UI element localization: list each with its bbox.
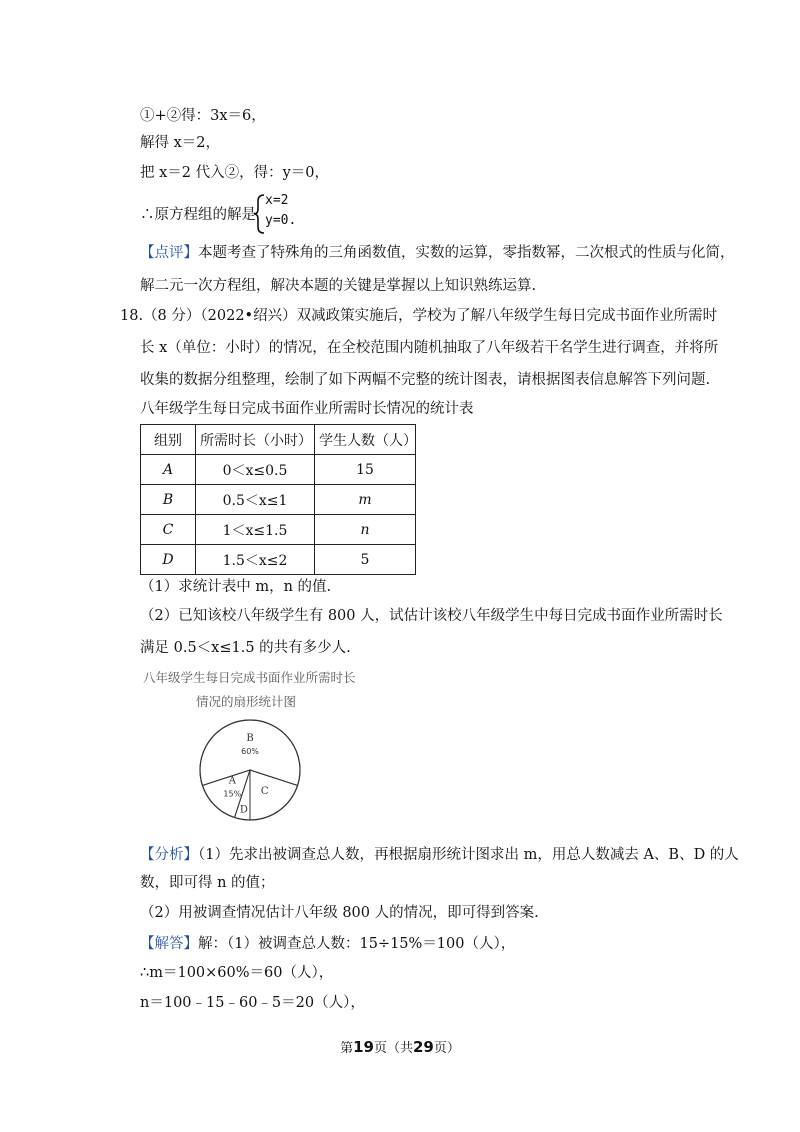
solution-line-2: 解得 x＝2， [140, 135, 221, 151]
analysis-tag: 【分析】 [140, 847, 198, 863]
review-text-1: 本题考查了特殊角的三角函数值，实数的运算，零指数幂，二次根式的性质与化简， [198, 245, 735, 261]
problem-18-line-2: 长 x（单位：小时）的情况，在全校范围内随机抽取了八年级若干名学生进行调查，并将所 [140, 340, 719, 356]
pie-chart-subtitle: 情况的扇形统计图 [196, 694, 297, 709]
analysis-text-1: （1）先求出被调查总人数，再根据扇形统计图求出 m，用总人数减去 A、B、D 的人 [198, 847, 739, 863]
table-row [141, 485, 416, 515]
footer-page: 19 [353, 1038, 374, 1056]
pie-label-a: A [228, 775, 236, 787]
analysis-line-1 [140, 845, 739, 865]
footer-mid: 页（共 [373, 1041, 413, 1056]
page-footer [0, 1037, 800, 1056]
table-cell: B [141, 485, 196, 515]
pie-chart [195, 715, 305, 825]
table-cell: 15 [315, 455, 416, 485]
table-cell: 1＜x≤1.5 [196, 515, 315, 545]
pie-value-label-a: 15% [223, 789, 242, 799]
table-header: 组别 [141, 425, 196, 455]
pie-chart-title: 八年级学生每日完成书面作业所需时长 [143, 670, 356, 685]
solution-line-4 [140, 205, 256, 225]
analysis-line-3: （2）用被调查情况估计八年级 800 人的情况，即可得到答案. [140, 905, 539, 921]
footer-suffix: 页） [433, 1041, 460, 1056]
system-y [265, 212, 296, 230]
table-cell: n [315, 515, 416, 545]
footer-prefix: 第 [340, 1041, 354, 1056]
table-cell: 1.5＜x≤2 [196, 545, 315, 575]
system-y-eq: y=0 [265, 213, 289, 228]
review-tag: 【点评】 [140, 245, 198, 261]
stat-table [140, 424, 416, 575]
pie-label-b: B [246, 733, 254, 744]
table-header: 所需时长（小时） [196, 425, 315, 455]
problem-18-line-1: 18.（8 分）（2022•绍兴）双减政策实施后，学校为了解八年级学生每日完成书面作业所需时 [120, 308, 718, 324]
table-cell: C [141, 515, 196, 545]
analysis-line-2: 数，即可得 n 的值； [140, 875, 275, 891]
pie-value-label-b: 60% [241, 747, 259, 756]
answer-line-3: n＝100﹣15﹣60﹣5＝20（人）， [140, 995, 365, 1011]
footer-total: 29 [413, 1038, 434, 1056]
table-cell: D [141, 545, 196, 575]
problem-18-line-3: 收集的数据分组整理，绘制了如下两幅不完整的统计图表，请根据图表信息解答下列问题. [140, 372, 711, 388]
system-x: x=2 [265, 193, 289, 208]
solution-line-3: 把 x＝2 代入②，得：y＝0， [140, 165, 330, 181]
question-1: （1）求统计表中 m，n 的值. [140, 579, 332, 595]
table-row [141, 515, 416, 545]
review-line-2: 解二元一次方程组，解决本题的关键是掌握以上知识熟练运算. [140, 278, 537, 294]
system-brace-icon [252, 193, 266, 235]
table-cell: 5 [315, 545, 416, 575]
answer-line-2: ∴m＝100×60%＝60（人）， [140, 965, 334, 981]
question-2-line-1: （2）已知该校八年级学生有 800 人，试估计该校八年级学生中每日完成书面作业所需时长 [140, 608, 723, 624]
system-end: . [288, 213, 297, 228]
pie-label-c: C [260, 786, 269, 798]
review-line-1 [140, 243, 735, 263]
table-row [141, 455, 416, 485]
solution-line-1: ①+②得：3x＝6， [140, 108, 266, 124]
table-cell: A [141, 455, 196, 485]
table-cell: m [315, 485, 416, 515]
table-row [141, 545, 416, 575]
solution-conclusion: ∴原方程组的解是 [140, 207, 256, 223]
table-cell: 0＜x≤0.5 [196, 455, 315, 485]
table-header: 学生人数（人） [315, 425, 416, 455]
table-title: 八年级学生每日完成书面作业所需时长情况的统计表 [140, 401, 474, 417]
pie-label-d: D [239, 804, 248, 816]
answer-tag: 【解答】 [140, 936, 198, 952]
table-cell: 0.5＜x≤1 [196, 485, 315, 515]
question-2-line-2: 满足 0.5＜x≤1.5 的共有多少人. [140, 640, 351, 656]
table-header-row [141, 425, 416, 455]
answer-line-1 [140, 934, 515, 954]
answer-text-1: 解：（1）被调查总人数：15÷15%＝100（人）， [198, 936, 516, 952]
